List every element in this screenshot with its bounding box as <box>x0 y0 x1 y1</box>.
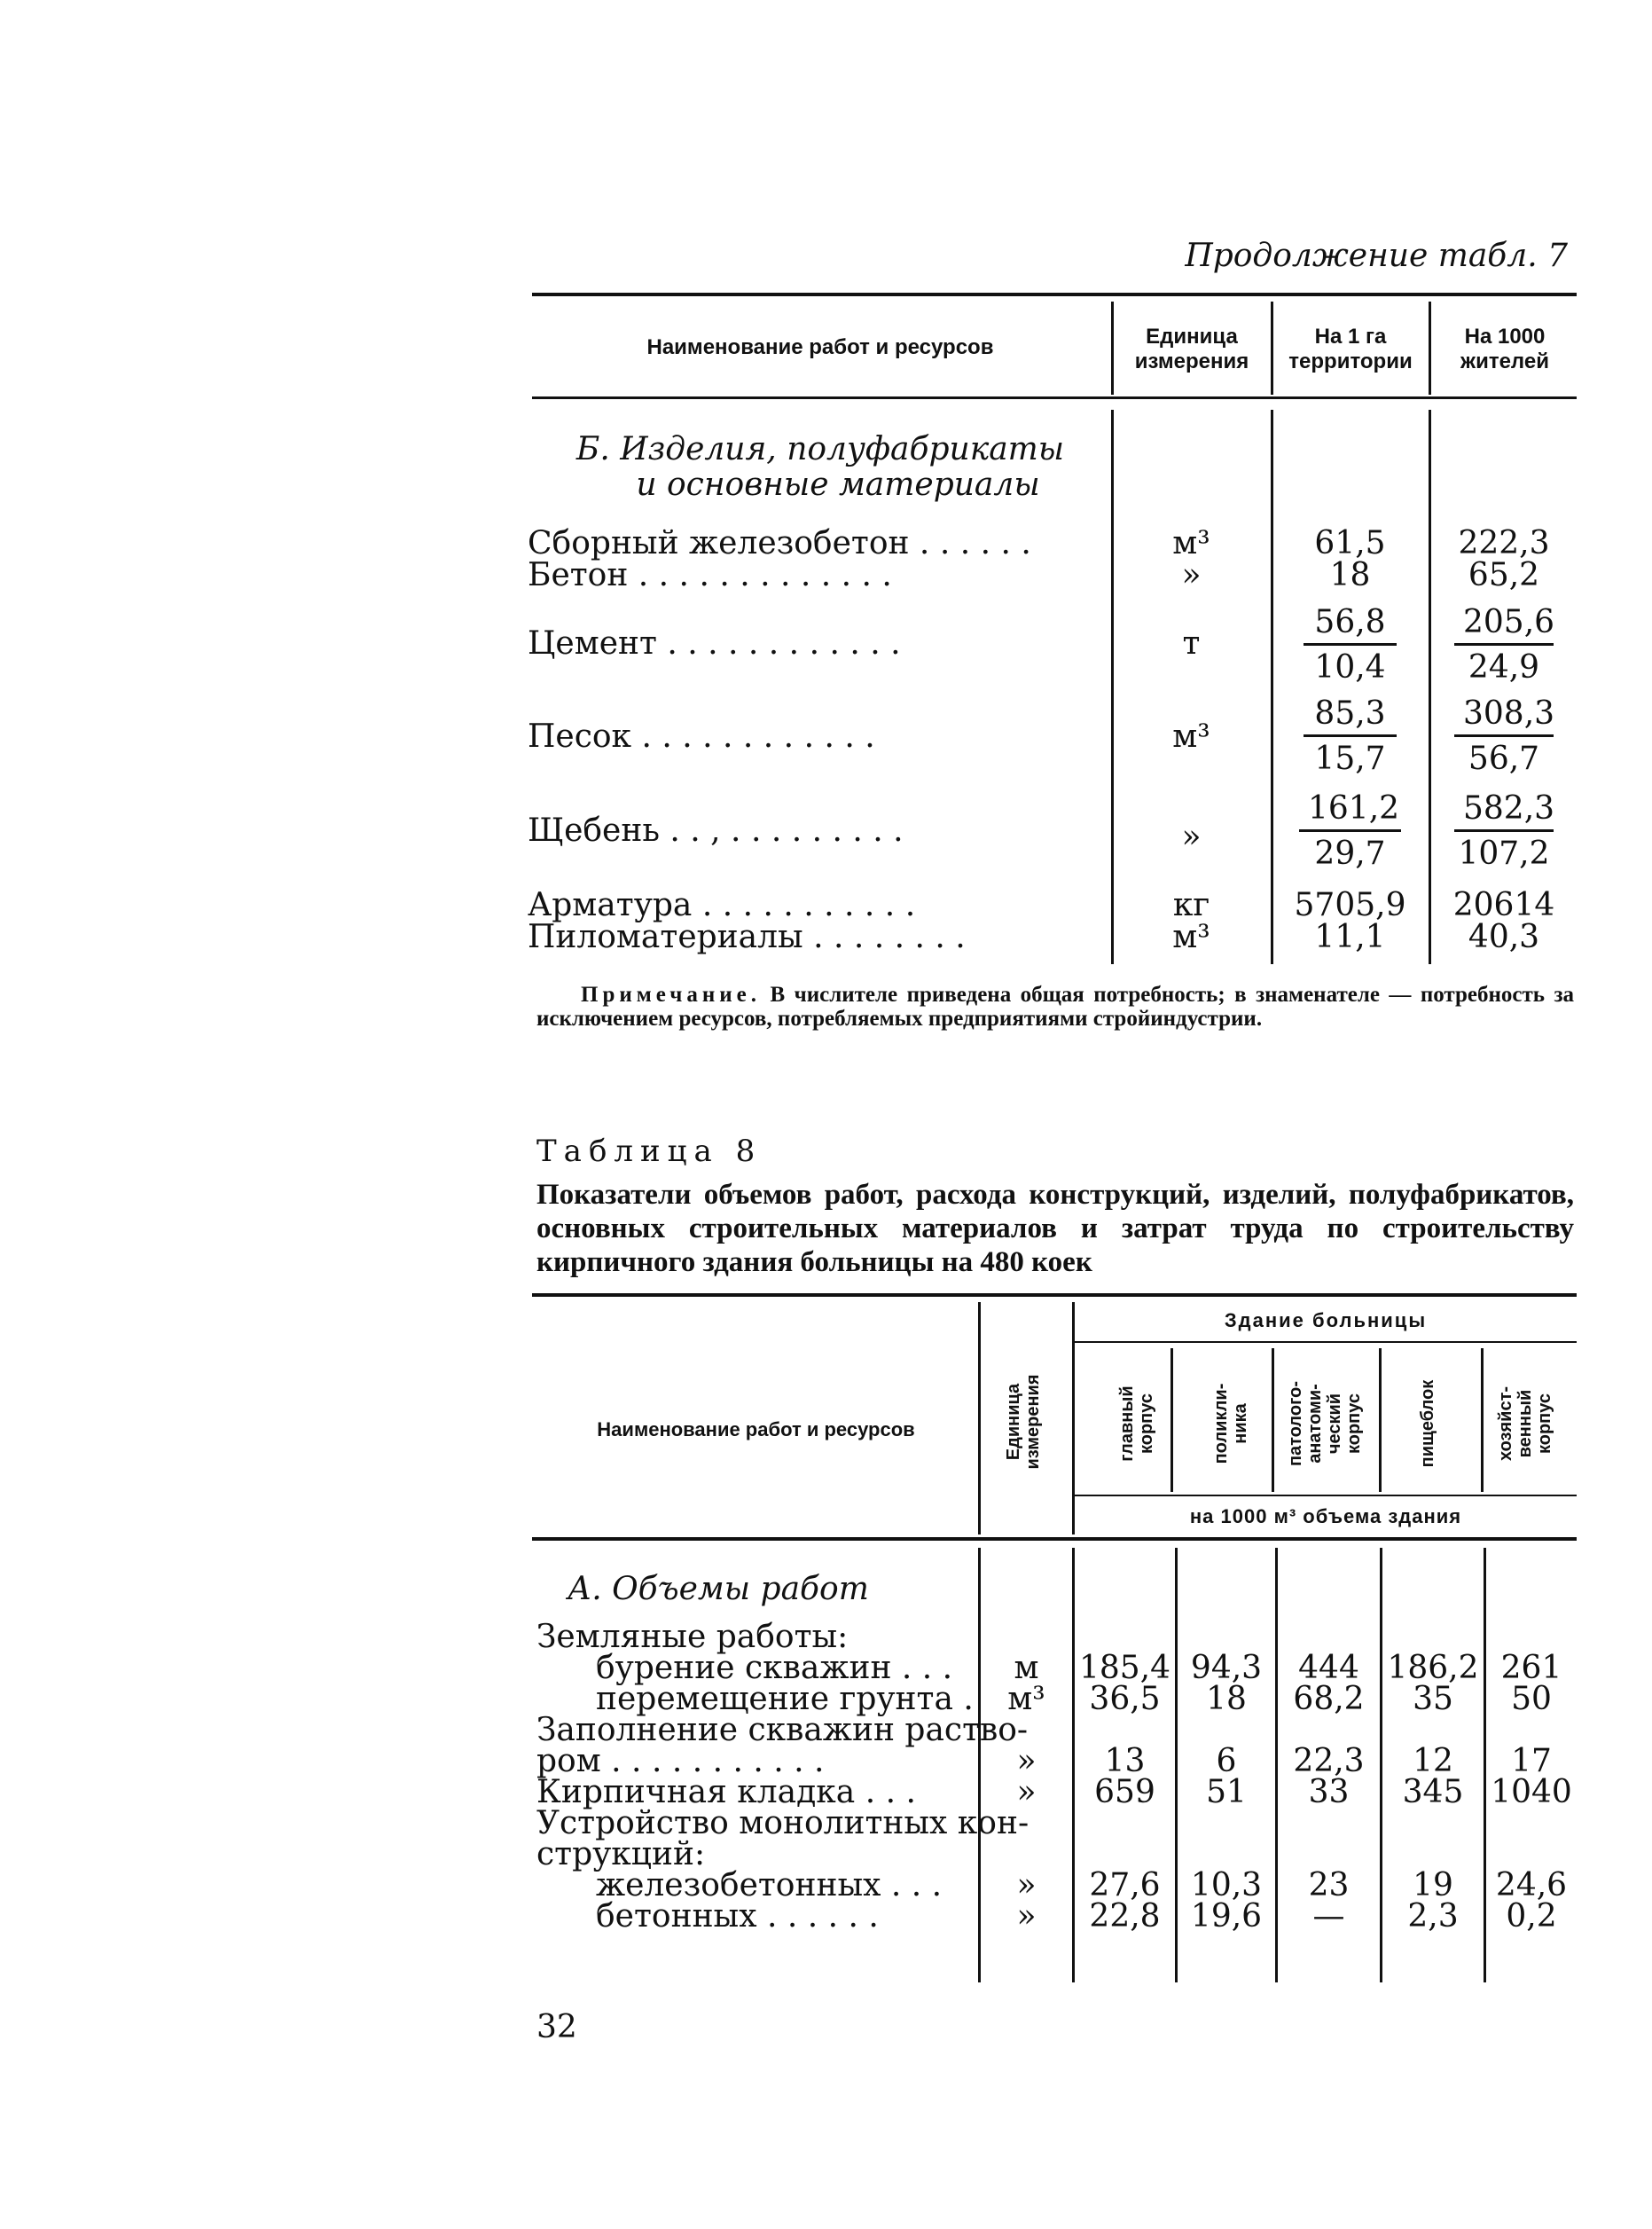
fraction-ha <box>1299 792 1401 871</box>
row-unit: » <box>1181 819 1202 855</box>
denominator: 15,7 <box>1314 741 1386 777</box>
numerator: 582,3 <box>1454 792 1554 832</box>
denominator: 10,4 <box>1314 649 1386 686</box>
row-unit: кг <box>1172 887 1210 923</box>
line-concrete: бетонных . . . . . . <box>596 1898 879 1935</box>
value-polyclinic: 51 <box>1206 1774 1247 1810</box>
row-value-1000: 222,3 <box>1458 525 1550 561</box>
unit: » <box>1016 1898 1037 1935</box>
line-earthworks: Земляные работы: <box>536 1619 849 1655</box>
row-unit: м³ <box>1172 718 1210 755</box>
table-8-title: Показатели объемов работ, расхода конструкций, изделий, полуфабрикатов, основных строительных материалов и затрат труда по строительству кирпичного здания больницы на 480 коек <box>536 1179 1574 1278</box>
t8-col-kitchen: пищеблок <box>1418 1379 1437 1468</box>
t8-header-group: Здание больницы <box>1224 1309 1428 1331</box>
section-b-title <box>532 432 1108 503</box>
note-text: В числителе приведена общая потребность; в знаменателе — потребность за исключением ресурсов, потребляемых предприятиями стройиндустрии. <box>536 983 1574 1031</box>
section-b-line-1: Б. Изделия, полуфабрикаты <box>575 431 1065 467</box>
row-value-1000: 20614 <box>1452 887 1555 923</box>
value-polyclinic: 6 <box>1216 1743 1237 1779</box>
row-value-ha: 18 <box>1329 557 1371 593</box>
header-per-ha: На 1 га территории <box>1288 325 1413 373</box>
table-7-note <box>536 983 1574 1031</box>
numerator: 85,3 <box>1304 697 1397 737</box>
value-main: 185,4 <box>1078 1650 1171 1686</box>
table-8-label: Таблица 8 <box>536 1134 763 1169</box>
fraction-1000 <box>1454 792 1554 871</box>
fraction-ha <box>1304 606 1397 685</box>
table-row <box>0 1683 1652 1716</box>
line-mono-1: Устройство монолитных кон- <box>536 1805 1030 1841</box>
continuation-label: Продолжение табл. 7 <box>1185 238 1568 274</box>
numerator: 56,8 <box>1304 606 1397 646</box>
value-main: 22,8 <box>1089 1898 1161 1935</box>
t8-header-unit: Единица измерения <box>1004 1374 1043 1470</box>
fraction-1000 <box>1454 606 1554 685</box>
value-kitchen: 35 <box>1413 1681 1453 1717</box>
row-name: Бетон . . . . . . . . . . . . . <box>528 557 892 593</box>
value-pathology: 444 <box>1298 1650 1359 1686</box>
value-polyclinic: 19,6 <box>1190 1898 1263 1935</box>
row-value-ha: 5705,9 <box>1294 887 1406 923</box>
value-kitchen: 19 <box>1413 1867 1453 1903</box>
line-drilling: бурение скважин . . . <box>596 1650 953 1686</box>
denominator: 107,2 <box>1458 836 1550 872</box>
header-per-1000: На 1000 жителей <box>1460 325 1549 373</box>
value-service: 261 <box>1500 1650 1562 1686</box>
row-name: Сборный железобетон . . . . . . <box>528 525 1031 561</box>
page-number: 32 <box>536 2009 577 2045</box>
value-kitchen: 345 <box>1402 1774 1464 1810</box>
unit: » <box>1016 1743 1037 1779</box>
t8-col-main: главный корпус <box>1117 1385 1156 1462</box>
line-rc: железобетонных . . . <box>596 1867 943 1903</box>
value-service: 17 <box>1511 1743 1552 1779</box>
t8-col-polyclinic: поликли- ника <box>1211 1383 1250 1464</box>
value-kitchen: 12 <box>1413 1743 1453 1779</box>
unit: м³ <box>1007 1681 1045 1717</box>
value-kitchen: 186,2 <box>1387 1650 1479 1686</box>
fraction-1000 <box>1454 697 1554 776</box>
row-value-ha: 11,1 <box>1314 919 1386 955</box>
value-pathology: 23 <box>1308 1867 1350 1903</box>
line-fill-2: ром . . . . . . . . . . . <box>536 1743 825 1779</box>
value-service: 50 <box>1511 1681 1552 1717</box>
row-unit: » <box>1181 557 1202 593</box>
row-name: Песок . . . . . . . . . . . . <box>528 718 875 755</box>
value-pathology: 22,3 <box>1293 1743 1365 1779</box>
value-polyclinic: 18 <box>1206 1681 1247 1717</box>
line-fill-1: Заполнение скважин раство- <box>536 1712 1029 1748</box>
table-row <box>0 1869 1652 1903</box>
value-pathology: — <box>1312 1898 1345 1935</box>
value-service: 1040 <box>1491 1774 1572 1810</box>
row-unit: т <box>1182 625 1201 662</box>
header-unit: Единица измерения <box>1134 325 1249 373</box>
row-name: Цемент . . . . . . . . . . . . <box>528 625 901 662</box>
value-polyclinic: 94,3 <box>1190 1650 1263 1686</box>
t8-header-per: на 1000 м³ объема здания <box>1189 1505 1462 1527</box>
numerator: 205,6 <box>1454 606 1554 646</box>
value-kitchen: 2,3 <box>1407 1898 1459 1935</box>
row-unit: м³ <box>1172 919 1210 955</box>
denominator: 24,9 <box>1468 649 1540 686</box>
section-a-title: А. Объемы работ <box>568 1571 869 1607</box>
numerator: 161,2 <box>1299 792 1401 832</box>
row-value-ha: 61,5 <box>1314 525 1386 561</box>
row-value-1000: 65,2 <box>1468 557 1540 593</box>
value-service: 24,6 <box>1495 1867 1568 1903</box>
row-name: Арматура . . . . . . . . . . . <box>528 887 916 923</box>
row-unit: м³ <box>1172 525 1210 561</box>
line-soil-move: перемещение грунта . <box>596 1681 974 1717</box>
line-mono-2: струкций: <box>536 1836 706 1872</box>
denominator: 29,7 <box>1314 836 1386 872</box>
value-main: 659 <box>1094 1774 1155 1810</box>
value-main: 13 <box>1104 1743 1146 1779</box>
value-pathology: 68,2 <box>1293 1681 1365 1717</box>
fraction-ha <box>1304 697 1397 776</box>
row-name: Щебень . . , . . . . . . . . . <box>528 812 904 849</box>
numerator: 308,3 <box>1454 697 1554 737</box>
value-main: 27,6 <box>1089 1867 1161 1903</box>
unit: » <box>1016 1774 1037 1810</box>
unit: м <box>1014 1650 1039 1686</box>
unit: » <box>1016 1867 1037 1903</box>
note-label: Примечание. <box>581 983 762 1007</box>
t8-col-service: хозяйст- венный корпус <box>1496 1385 1554 1462</box>
t8-header-name: Наименование работ и ресурсов <box>597 1418 915 1440</box>
row-value-1000: 40,3 <box>1468 919 1540 955</box>
table-row <box>0 1652 1652 1685</box>
line-brickwork: Кирпичная кладка . . . <box>536 1774 916 1810</box>
value-pathology: 33 <box>1308 1774 1350 1810</box>
table-row <box>0 1900 1652 1934</box>
row-name: Пиломатериалы . . . . . . . . <box>528 919 966 955</box>
value-service: 0,2 <box>1506 1898 1557 1935</box>
t8-col-pathology: патолого- анатоми- ческий корпус <box>1286 1380 1364 1467</box>
value-polyclinic: 10,3 <box>1190 1867 1263 1903</box>
denominator: 56,7 <box>1468 741 1540 777</box>
value-main: 36,5 <box>1089 1681 1161 1717</box>
section-b-line-2: и основные материалы <box>636 467 1040 503</box>
table-row <box>0 1776 1652 1809</box>
header-name: Наименование работ и ресурсов <box>646 335 994 359</box>
